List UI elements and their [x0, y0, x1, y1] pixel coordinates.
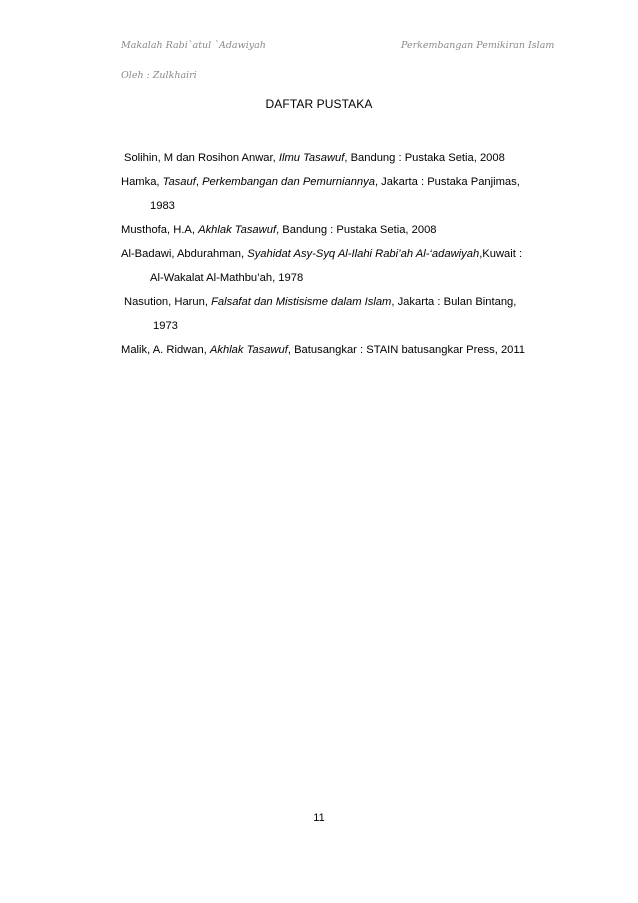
reference-publisher: , Bandung : Pustaka Setia, 2008	[344, 152, 505, 164]
reference-continuation: 1973	[153, 320, 178, 332]
reference-publisher: , Batusangkar : STAIN batusangkar Press, 2011	[287, 344, 526, 356]
reference-authors: Al-Badawi, Abdurahman,	[121, 248, 248, 260]
reference-publisher: , Bandung : Pustaka Setia, 2008	[276, 224, 437, 236]
reference-authors: Solihin, M dan Rosihon Anwar,	[124, 152, 279, 164]
reference-authors: Musthofa, H.A,	[121, 224, 199, 236]
reference-book-subtitle: Perkembangan dan Pemurniannya	[202, 176, 375, 188]
reference-authors: Hamka,	[121, 176, 163, 188]
reference-authors: Malik, A. Ridwan,	[121, 344, 210, 356]
reference-separator: ,	[195, 176, 203, 188]
reference-item	[121, 242, 541, 290]
reference-book-title: Ilmu Tasawuf	[278, 152, 345, 164]
reference-book-title: Tasauf	[162, 176, 196, 188]
header-author: Oleh : Zulkhairi	[121, 70, 197, 81]
reference-item	[121, 338, 541, 362]
reference-book-title: Akhlak Tasawuf	[198, 224, 277, 236]
reference-publisher: , Jakarta : Bulan Bintang,	[391, 296, 517, 308]
page-number: 11	[313, 812, 325, 824]
reference-list	[121, 146, 541, 362]
reference-book-title: Akhlak Tasawuf	[209, 344, 288, 356]
reference-publisher: ,Kuwait :	[479, 248, 523, 260]
reference-item	[121, 170, 541, 218]
reference-book-title: Falsafat dan Mistisisme dalam Islam	[211, 296, 392, 308]
reference-continuation: 1983	[150, 200, 175, 212]
reference-item	[121, 146, 541, 170]
reference-publisher: , Jakarta : Pustaka Panjimas,	[374, 176, 520, 188]
reference-item	[121, 218, 541, 242]
header-document-title: Makalah Rabi`atul `Adawiyah	[121, 40, 266, 51]
page-title: DAFTAR PUSTAKA	[265, 97, 373, 111]
reference-item	[121, 290, 541, 338]
reference-continuation: Al-Wakalat Al-Mathbu’ah, 1978	[150, 272, 304, 284]
header-subject: Perkembangan Pemikiran Islam	[401, 40, 555, 51]
reference-book-title: Syahidat Asy-Syq Al-Ilahi Rabi’ah Al-‘adawiyah	[247, 248, 480, 260]
reference-authors: Nasution, Harun,	[124, 296, 212, 308]
